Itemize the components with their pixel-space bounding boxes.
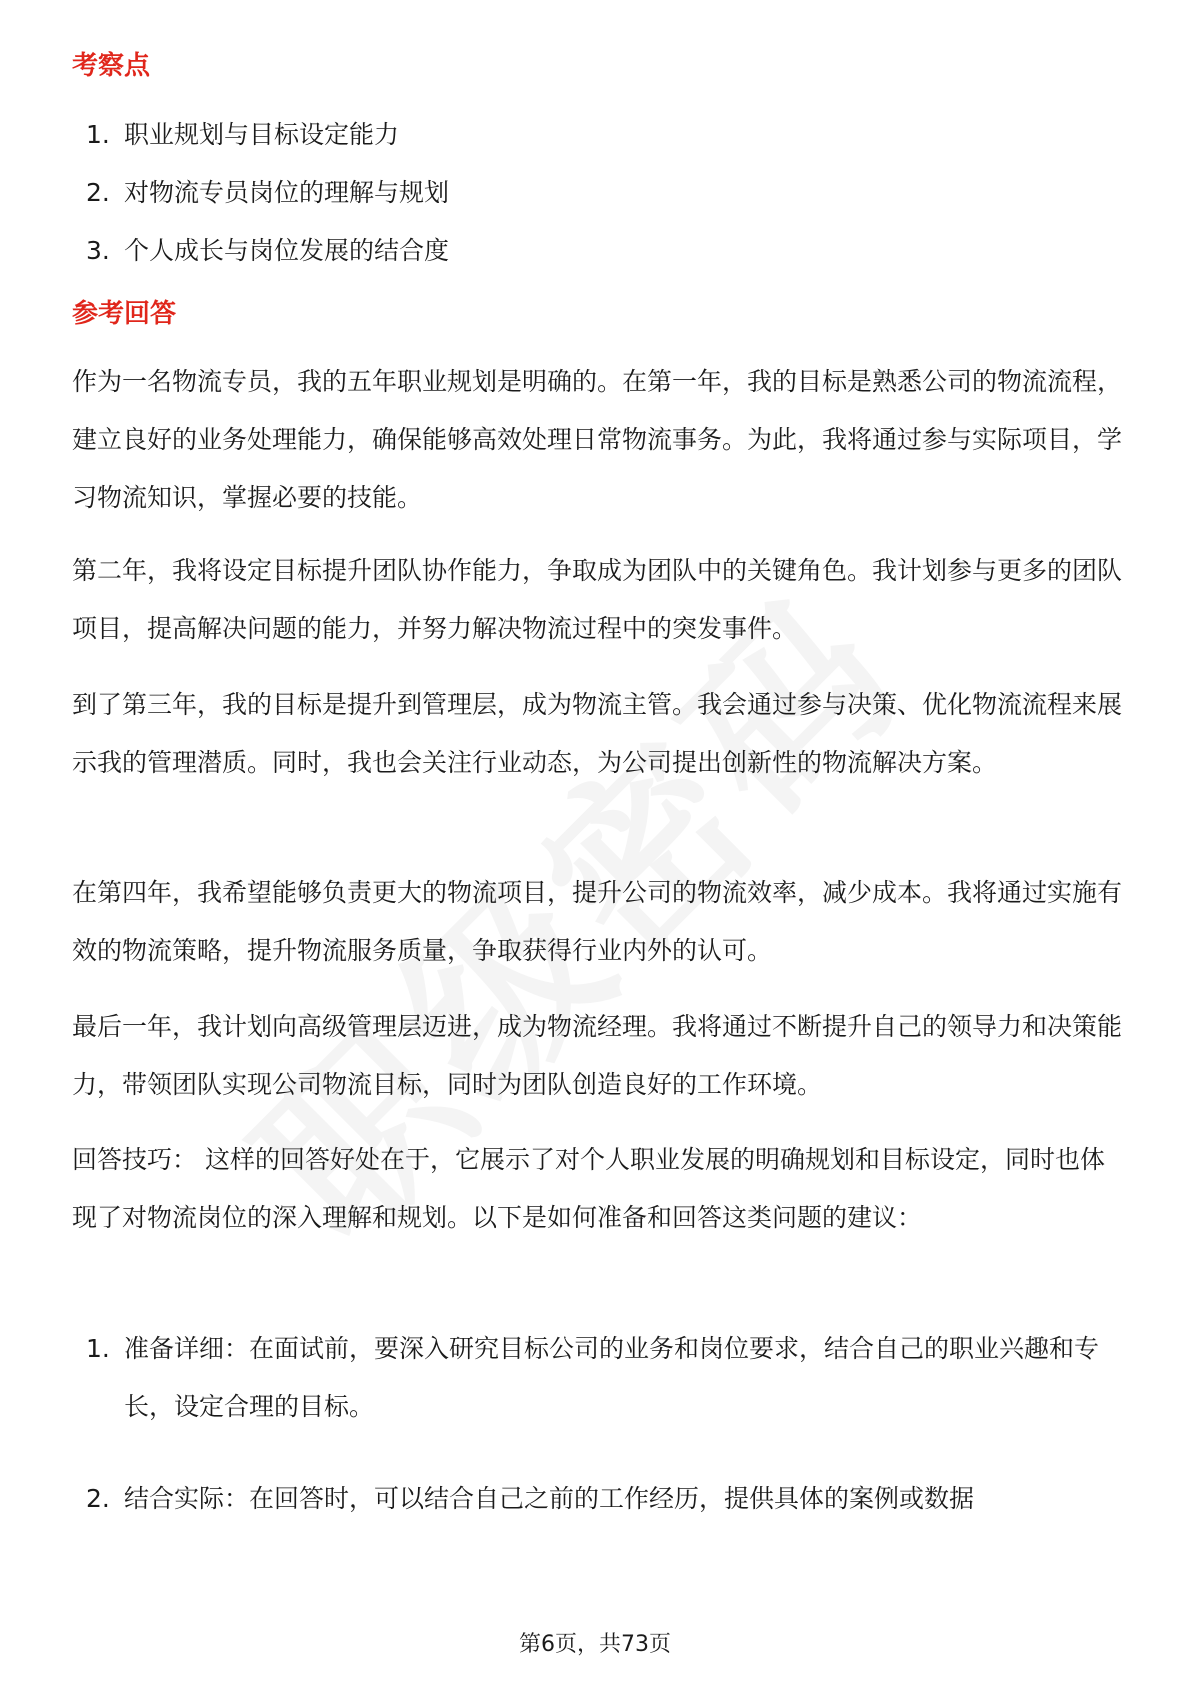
key-points-heading: 考察点: [72, 51, 151, 81]
key-points-list: [72, 118, 449, 292]
list-item: [72, 176, 449, 210]
list-item: [72, 234, 449, 268]
answer-paragraph: 在第四年，我希望能够负责更大的物流项目，提升公司的物流效率，减少成本。我将通过实施有效的物流策略，提升物流服务质量，争取获得行业内外的认可。: [72, 878, 1123, 965]
list-item-number: 3.: [86, 236, 110, 265]
answer-paragraph: 作为一名物流专员，我的五年职业规划是明确的。在第一年，我的目标是熟悉公司的物流流程，建立良好的业务处理能力，确保能够高效处理日常物流事务。为此，我将通过参与实际项目，学习物流知识，掌握必要的技能。: [72, 367, 1123, 512]
list-item-text: 准备详细：在面试前，要深入研究目标公司的业务和岗位要求，结合自己的职业兴趣和专长，设定合理的目标。: [124, 1334, 1100, 1421]
list-item-number: 1.: [86, 120, 110, 149]
tips-list: [72, 1320, 1122, 1562]
tips-intro-paragraph: 回答技巧： 这样的回答好处在于，它展示了对个人职业发展的明确规划和目标设定，同时也体现了对物流岗位的深入理解和规划。以下是如何准备和回答这类问题的建议：: [72, 1145, 1105, 1232]
page-footer: 第6页，共73页: [519, 1632, 671, 1657]
list-item-number: 1.: [86, 1334, 110, 1363]
list-item-number: 2.: [86, 178, 110, 207]
list-item-number: 2.: [86, 1484, 110, 1513]
list-item: [72, 1470, 1122, 1528]
answer-paragraph: 到了第三年，我的目标是提升到管理层，成为物流主管。我会通过参与决策、优化物流流程来展示我的管理潜质。同时，我也会关注行业动态，为公司提出创新性的物流解决方案。: [72, 690, 1123, 777]
list-item-text: 结合实际：在回答时，可以结合自己之前的工作经历，提供具体的案例或数据: [124, 1484, 975, 1513]
list-item: [72, 118, 449, 152]
list-item-text: 职业规划与目标设定能力: [124, 120, 400, 149]
list-item-text: 个人成长与岗位发展的结合度: [124, 236, 450, 265]
list-item: [72, 1320, 1122, 1436]
answer-paragraph: 最后一年，我计划向高级管理层迈进，成为物流经理。我将通过不断提升自己的领导力和决策能力，带领团队实现公司物流目标，同时为团队创造良好的工作环境。: [72, 1012, 1123, 1099]
answer-heading: 参考回答: [72, 299, 177, 329]
answer-paragraph: 第二年，我将设定目标提升团队协作能力，争取成为团队中的关键角色。我计划参与更多的团队项目，提高解决问题的能力，并努力解决物流过程中的突发事件。: [72, 556, 1123, 643]
list-item-text: 对物流专员岗位的理解与规划: [124, 178, 450, 207]
